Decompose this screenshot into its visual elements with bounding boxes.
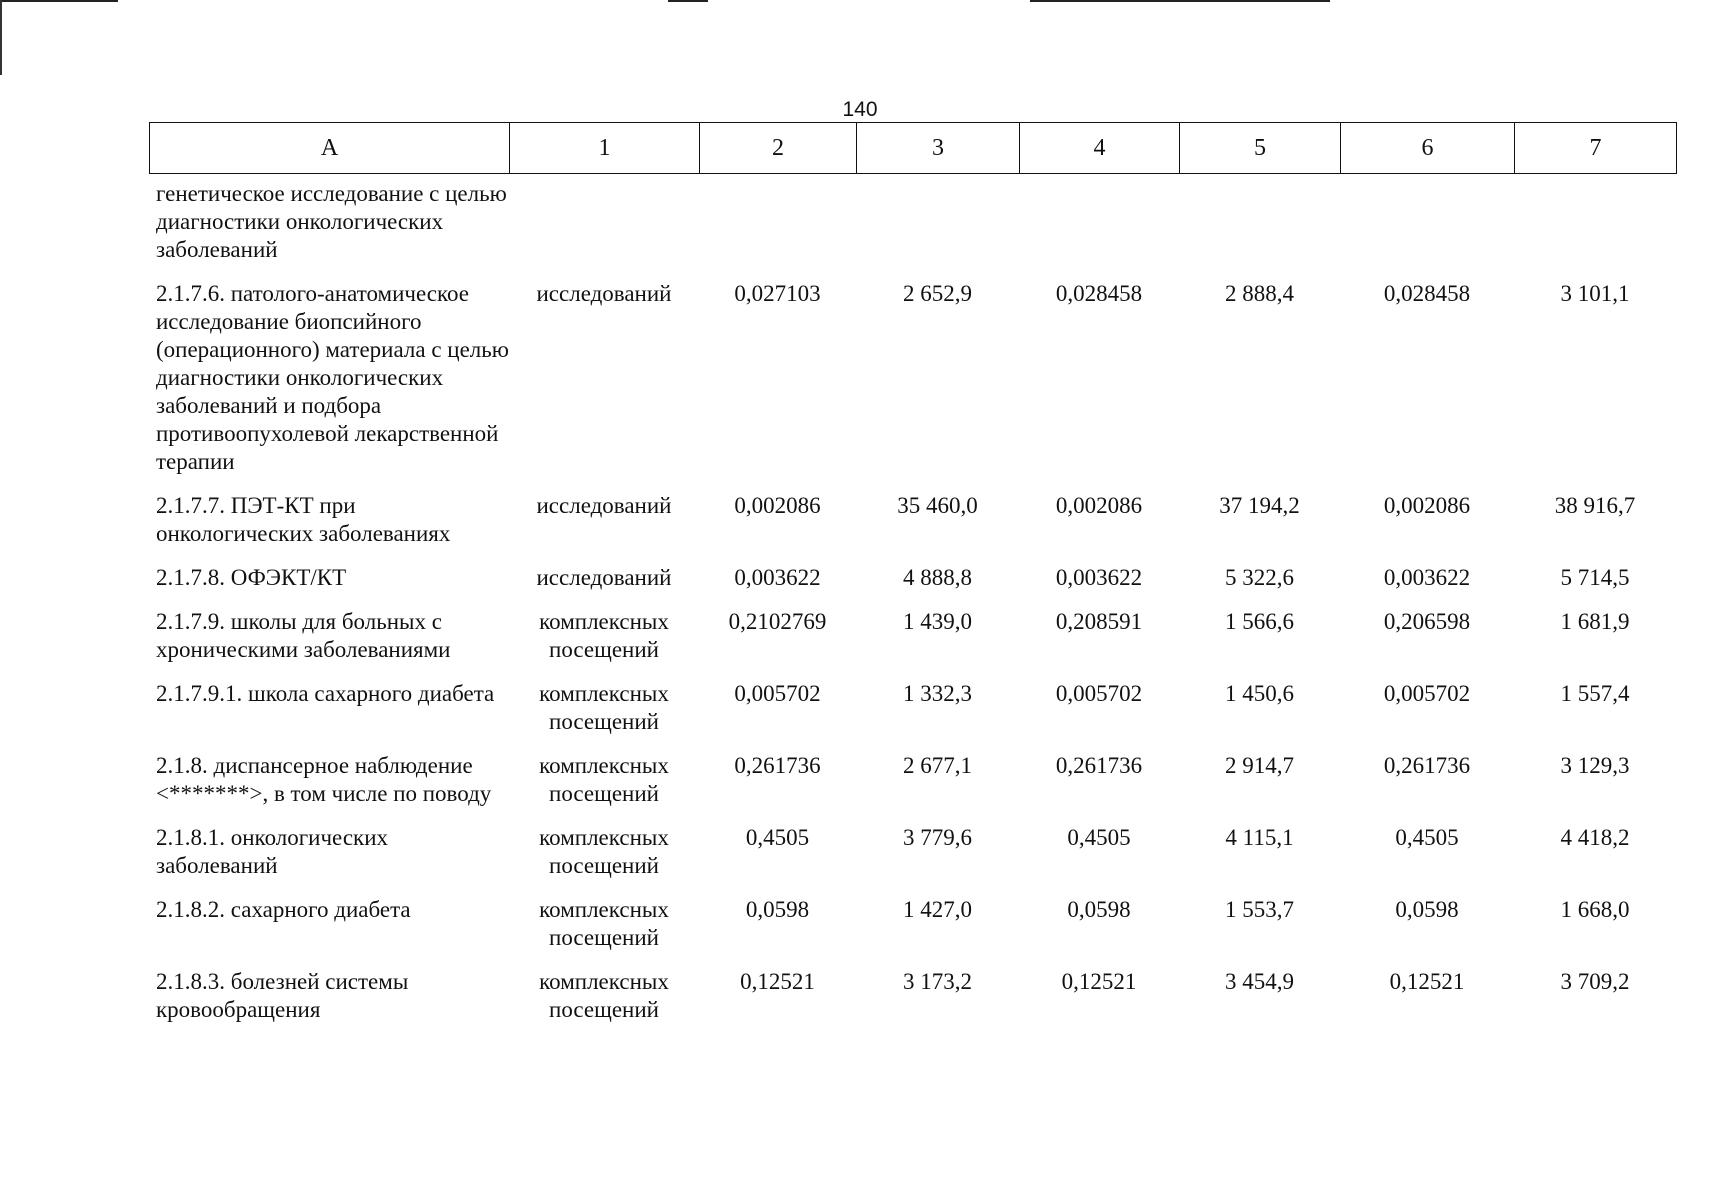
row-value-5: 37 194,2 bbox=[1219, 493, 1300, 518]
column-header-table bbox=[149, 122, 1677, 174]
page-number: 140 bbox=[842, 98, 878, 121]
row-value-6: 0,028458 bbox=[1383, 281, 1471, 306]
row-unit: комплексных посещений bbox=[539, 753, 669, 806]
row-value-4: 0,0598 bbox=[1067, 897, 1131, 922]
row-value-7: 1 668,0 bbox=[1560, 897, 1630, 922]
row-value-3: 1 439,0 bbox=[903, 609, 972, 634]
table-row bbox=[149, 968, 1676, 1040]
row-value-6: 0,003622 bbox=[1383, 565, 1471, 590]
row-name: 2.1.7.6. патолого-анатомическое исследование биопсийного (операционного) материала с целью диагностики онкологических заболеваний и подбора противоопухолевой лекарственной терапии bbox=[156, 281, 509, 474]
row-unit: исследований bbox=[536, 565, 672, 590]
column-header-6: 6 bbox=[1341, 123, 1515, 174]
column-header-1: 1 bbox=[510, 123, 700, 174]
row-value-6: 0,4505 bbox=[1395, 825, 1459, 850]
column-header-4: 4 bbox=[1020, 123, 1180, 174]
row-name: 2.1.8. диспансерное наблюдение <*******>, в том числе по поводу bbox=[156, 753, 492, 806]
row-value-3: 4 888,8 bbox=[903, 565, 972, 590]
row-value-2: 0,027103 bbox=[734, 281, 821, 306]
table-row bbox=[149, 492, 1676, 564]
row-unit: исследований bbox=[536, 493, 672, 518]
row-value-4: 0,4505 bbox=[1067, 825, 1131, 850]
row-unit bbox=[509, 180, 699, 280]
row-value-4: 0,208591 bbox=[1055, 609, 1143, 634]
row-unit: комплексных посещений bbox=[539, 825, 669, 878]
row-value-2: 0,005702 bbox=[734, 681, 821, 706]
row-unit: комплексных посещений bbox=[539, 681, 669, 734]
row-value-7 bbox=[1514, 180, 1676, 280]
row-value-5: 2 914,7 bbox=[1225, 753, 1294, 778]
row-unit: комплексных посещений bbox=[539, 969, 669, 1022]
scan-artifact-line bbox=[0, 0, 118, 2]
row-value-6: 0,002086 bbox=[1383, 493, 1471, 518]
row-value-6: 0,12521 bbox=[1389, 969, 1465, 994]
row-value-7: 5 714,5 bbox=[1560, 565, 1630, 590]
row-name: 2.1.8.2. сахарного диабета bbox=[156, 897, 411, 922]
row-value-5 bbox=[1179, 180, 1340, 280]
row-value-6: 0,0598 bbox=[1395, 897, 1459, 922]
row-value-7: 4 418,2 bbox=[1560, 825, 1630, 850]
row-value-6: 0,005702 bbox=[1383, 681, 1471, 706]
row-value-3: 3 779,6 bbox=[903, 825, 972, 850]
row-value-6: 0,206598 bbox=[1383, 609, 1471, 634]
row-value-3: 1 427,0 bbox=[903, 897, 972, 922]
row-value-2: 0,12521 bbox=[740, 969, 815, 994]
row-value-4: 0,003622 bbox=[1055, 565, 1143, 590]
row-value-5: 1 566,6 bbox=[1225, 609, 1294, 634]
row-value-2: 0,2102769 bbox=[728, 609, 827, 634]
row-value-4: 0,12521 bbox=[1061, 969, 1137, 994]
row-value-7: 3 101,1 bbox=[1560, 281, 1630, 306]
row-value-3 bbox=[856, 180, 1019, 280]
row-value-4: 0,002086 bbox=[1055, 493, 1143, 518]
row-value-3: 1 332,3 bbox=[903, 681, 972, 706]
scan-artifact-edge bbox=[0, 0, 2, 75]
row-value-7: 38 916,7 bbox=[1554, 493, 1636, 518]
row-value-5: 2 888,4 bbox=[1225, 281, 1294, 306]
row-unit: комплексных посещений bbox=[539, 897, 669, 950]
row-value-7: 1 681,9 bbox=[1560, 609, 1630, 634]
scan-artifact-line bbox=[668, 0, 708, 2]
table-row bbox=[149, 896, 1676, 968]
column-header-row bbox=[150, 123, 1677, 174]
row-value-2: 0,4505 bbox=[745, 825, 810, 850]
row-value-5: 1 553,7 bbox=[1225, 897, 1294, 922]
column-header-5: 5 bbox=[1180, 123, 1341, 174]
row-value-2: 0,261736 bbox=[734, 753, 821, 778]
row-value-2 bbox=[699, 180, 856, 280]
row-name: 2.1.7.9. школы для больных с хроническими заболеваниями bbox=[156, 609, 451, 662]
row-value-4: 0,005702 bbox=[1055, 681, 1143, 706]
row-name: 2.1.8.1. онкологических заболеваний bbox=[156, 825, 389, 878]
row-value-5: 5 322,6 bbox=[1225, 565, 1294, 590]
row-value-5: 4 115,1 bbox=[1225, 825, 1294, 850]
row-name: генетическое исследование с целью диагностики онкологических заболеваний bbox=[156, 181, 507, 262]
row-value-2: 0,002086 bbox=[734, 493, 821, 518]
row-unit: комплексных посещений bbox=[539, 609, 669, 662]
column-header-3: 3 bbox=[857, 123, 1020, 174]
row-value-6: 0,261736 bbox=[1383, 753, 1471, 778]
table-row bbox=[149, 180, 1676, 280]
row-value-5: 1 450,6 bbox=[1225, 681, 1294, 706]
data-table bbox=[149, 180, 1676, 1040]
row-name: 2.1.7.7. ПЭТ-КТ при онкологических заболеваниях bbox=[156, 493, 451, 546]
table-row bbox=[149, 608, 1676, 680]
row-name: 2.1.8.3. болезней системы кровообращения bbox=[156, 969, 409, 1022]
row-value-4 bbox=[1019, 180, 1179, 280]
row-value-7: 3 129,3 bbox=[1560, 753, 1630, 778]
row-name: 2.1.7.9.1. школа сахарного диабета bbox=[156, 681, 495, 706]
row-value-4: 0,028458 bbox=[1055, 281, 1143, 306]
row-name: 2.1.7.8. ОФЭКТ/КТ bbox=[156, 565, 347, 590]
row-value-7: 1 557,4 bbox=[1560, 681, 1630, 706]
table-row bbox=[149, 564, 1676, 608]
row-unit: исследований bbox=[536, 281, 672, 306]
table-row bbox=[149, 824, 1676, 896]
scan-artifact-line bbox=[1030, 0, 1330, 2]
table-row bbox=[149, 752, 1676, 824]
row-value-5: 3 454,9 bbox=[1225, 969, 1294, 994]
row-value-2: 0,003622 bbox=[734, 565, 821, 590]
row-value-2: 0,0598 bbox=[745, 897, 810, 922]
row-value-3: 2 652,9 bbox=[903, 281, 972, 306]
table-row bbox=[149, 680, 1676, 752]
column-header-a: А bbox=[150, 123, 510, 174]
table-row bbox=[149, 280, 1676, 492]
row-value-3: 3 173,2 bbox=[903, 969, 972, 994]
row-value-7: 3 709,2 bbox=[1560, 969, 1630, 994]
row-value-6 bbox=[1340, 180, 1514, 280]
column-header-7: 7 bbox=[1515, 123, 1677, 174]
row-value-4: 0,261736 bbox=[1055, 753, 1143, 778]
column-header-2: 2 bbox=[700, 123, 857, 174]
row-value-3: 2 677,1 bbox=[903, 753, 972, 778]
row-value-3: 35 460,0 bbox=[897, 493, 978, 518]
